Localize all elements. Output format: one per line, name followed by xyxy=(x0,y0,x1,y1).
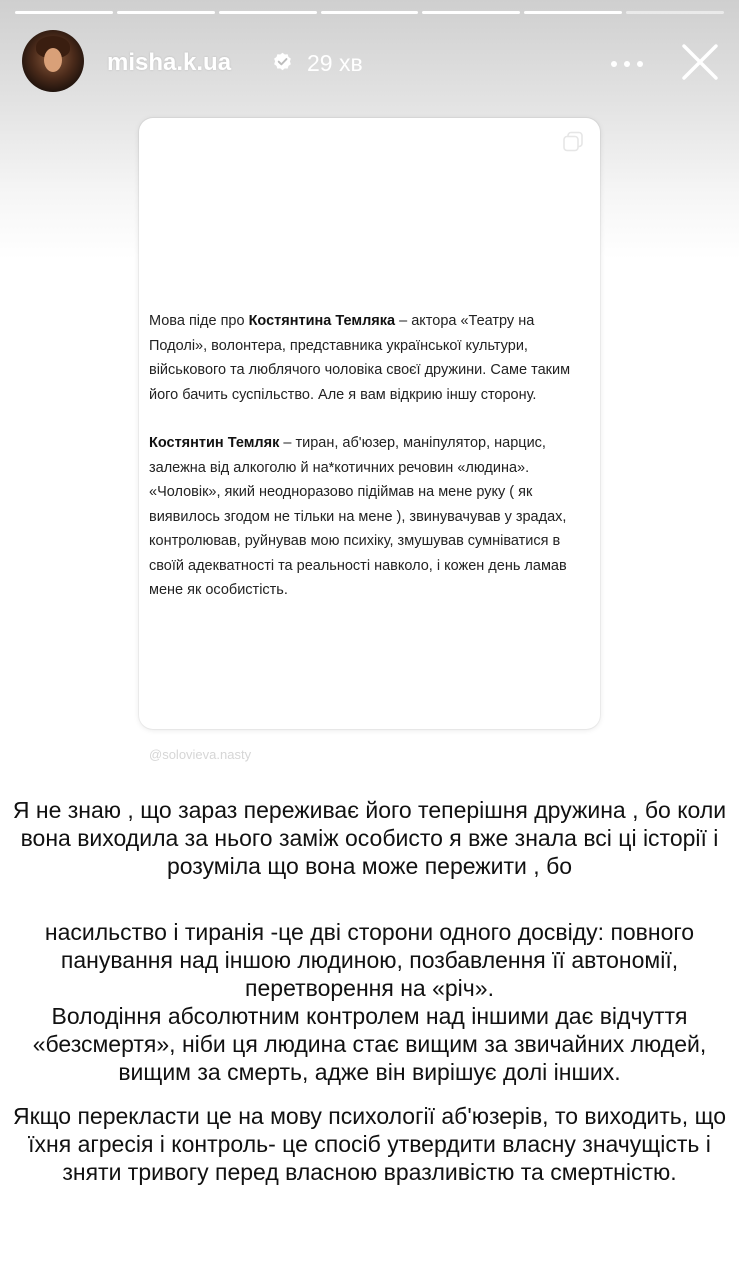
multiple-images-icon xyxy=(562,131,584,153)
post-text xyxy=(149,309,592,603)
post-paragraph-1: Мова піде про Костянтина Темляка – актора «Театру на Подолі», волонтера, представника української культури, військового та люблячого чоловіка своєї дружини. Саме таким його бачить суспільство. Але я вам відкрию іншу сторону. xyxy=(149,313,571,403)
actor-name-bold: Костянтин Темляк xyxy=(149,435,280,451)
progress-segment xyxy=(422,11,520,14)
caption-paragraph-1: Я не знаю , що зараз переживає його теперішня дружина , бо коли вона виходила за нього заміж особисто я вже знала всі ці історії і розуміла що вона може пережити , бо xyxy=(12,797,727,879)
username[interactable]: misha.k.ua xyxy=(107,49,232,76)
close-icon[interactable] xyxy=(682,44,718,80)
caption-block-2 xyxy=(10,918,729,1086)
progress-segment xyxy=(219,11,317,14)
story-header xyxy=(22,30,722,94)
avatar-face xyxy=(44,48,62,72)
story-progress-bar xyxy=(15,11,724,14)
caption-block-3 xyxy=(10,1102,729,1186)
progress-segment xyxy=(117,11,215,14)
post-time: 29 хв xyxy=(307,50,363,76)
caption-paragraph-4: Якщо перекласти це на мову психології аб'юзерів, то виходить, що їхня агресія і контроль- це спосіб утвердити власну значущість і зняти тривогу перед власною вразливістю та смертністю. xyxy=(12,1103,727,1185)
more-horizontal-icon[interactable] xyxy=(610,60,644,68)
verified-badge-icon xyxy=(273,52,292,71)
progress-segment xyxy=(524,11,622,14)
post-paragraph-2: Костянтин Темляк – тиран, аб'юзер, маніпулятор, нарцис, залежна від алкоголю й на*котичних речовин «людина». «Чоловік», який неодноразово підіймав на мене руку ( як виявилось згодом не тільки на мене ), звинувачував у зрадах, контролював, руйнував мою психіку, змушував сумніватися в своїй адекватності та реальності навколо, і кожен день ламав мене як особистість. xyxy=(149,435,567,598)
actor-name: Костянтина Темляка xyxy=(248,313,396,329)
progress-segment-pending xyxy=(626,11,724,14)
avatar[interactable] xyxy=(22,30,84,92)
mention-sticker[interactable]: @solovieva.nasty xyxy=(149,747,252,762)
caption-paragraph-2: насильство і тиранія -це дві сторони одного досвіду: повного панування над іншою людиною, позбавлення її автономії, перетворення на «річ». xyxy=(44,919,695,1001)
caption-paragraph-3: Володіння абсолютним контролем над іншими дає відчуття «безсмертя», ніби ця людина стає вищим за звичайних людей, вищим за смерть, адже він вирішує долі інших. xyxy=(32,1003,707,1085)
shared-post-card[interactable] xyxy=(139,118,600,729)
caption-block-1 xyxy=(10,796,729,880)
progress-segment xyxy=(15,11,113,14)
progress-segment xyxy=(321,11,419,14)
